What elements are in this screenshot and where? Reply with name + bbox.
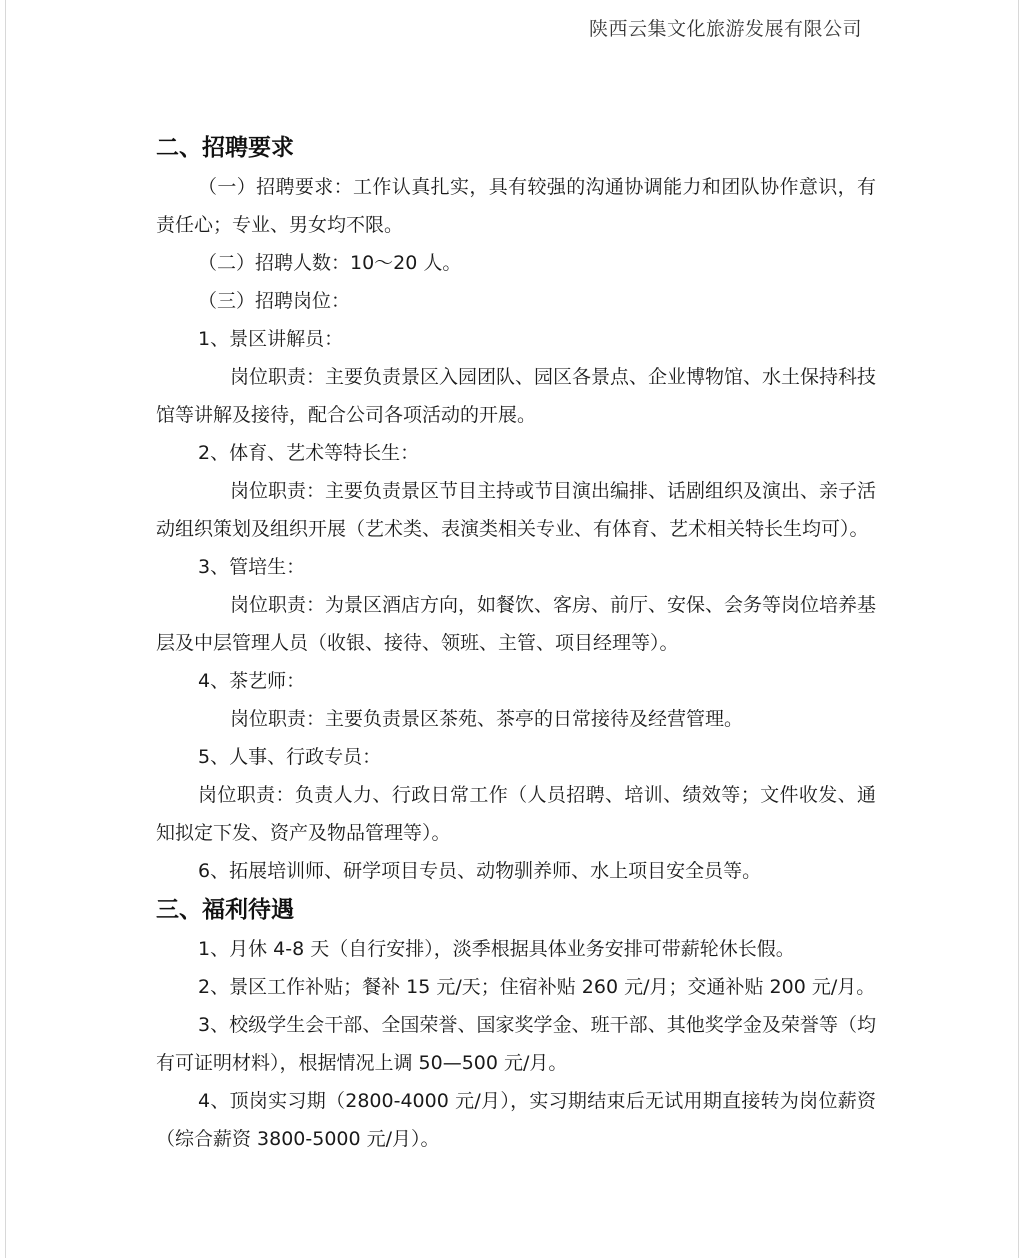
requirements-paragraph: （一）招聘要求：工作认真扎实，具有较强的沟通协调能力和团队协作意识，有责任心；专业、男女均不限。 <box>156 176 876 236</box>
position-3-title: 3、管培生： <box>198 556 306 578</box>
page-header-company: 陕西云集文化旅游发展有限公司 <box>588 18 862 40</box>
benefit-3: 3、校级学生会干部、全国荣誉、国家奖学金、班干部、其他奖学金及荣誉等（均有可证明材料），根据情况上调 50—500 元/月。 <box>156 1014 876 1074</box>
positions-heading: （三）招聘岗位： <box>198 290 351 312</box>
position-5-duties: 岗位职责：负责人力、行政日常工作（人员招聘、培训、绩效等；文件收发、通知拟定下发、资产及物品管理等）。 <box>156 784 876 844</box>
recruit-count-paragraph: （二）招聘人数：10～20 人。 <box>198 252 462 274</box>
benefit-4: 4、顶岗实习期（2800-4000 元/月），实习期结束后无试用期直接转为岗位薪资（综合薪资 3800-5000 元/月）。 <box>156 1090 876 1150</box>
position-6-title: 6、拓展培训师、研学项目专员、动物驯养师、水上项目安全员等。 <box>198 860 762 882</box>
benefit-2: 2、景区工作补贴；餐补 15 元/天；住宿补贴 260 元/月；交通补贴 200 元/月。 <box>198 976 876 998</box>
document-page <box>5 0 1019 1258</box>
position-5-title: 5、人事、行政专员： <box>198 746 382 768</box>
benefit-1: 1、月休 4-8 天（自行安排），淡季根据具体业务安排可带薪轮休长假。 <box>198 938 795 960</box>
position-2-duties: 岗位职责：主要负责景区节目主持或节目演出编排、话剧组织及演出、亲子活动组织策划及组织开展（艺术类、表演类相关专业、有体育、艺术相关特长生均可）。 <box>156 480 877 540</box>
position-2-title: 2、体育、艺术等特长生： <box>198 442 420 464</box>
position-1-duties: 岗位职责：主要负责景区入园团队、园区各景点、企业博物馆、水土保持科技馆等讲解及接待，配合公司各项活动的开展。 <box>156 366 877 426</box>
position-4-duties: 岗位职责：主要负责景区茶苑、茶亭的日常接待及经营管理。 <box>230 708 744 730</box>
position-4-title: 4、茶艺师： <box>198 670 306 692</box>
section-heading-requirements: 二、招聘要求 <box>156 135 294 161</box>
position-1-title: 1、景区讲解员： <box>198 328 344 350</box>
position-3-duties: 岗位职责：为景区酒店方向，如餐饮、客房、前厅、安保、会务等岗位培养基层及中层管理人员（收银、接待、领班、主管、项目经理等）。 <box>156 594 877 654</box>
document-body <box>156 128 876 1158</box>
section-heading-benefits: 三、福利待遇 <box>156 897 294 923</box>
